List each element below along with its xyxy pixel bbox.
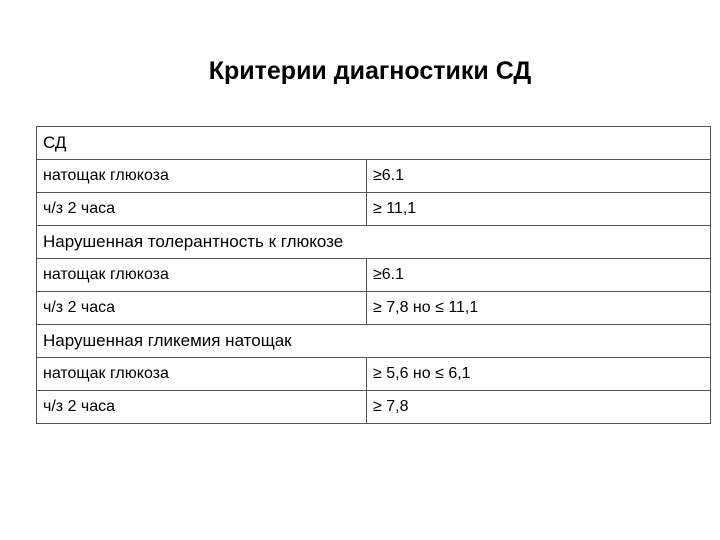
row-label: ч/з 2 часа [37,292,367,325]
row-label: натощак глюкоза [37,259,367,292]
row-label: натощак глюкоза [37,358,367,391]
table-row [37,358,711,391]
row-value: ≥ 5,6 но ≤ 6,1 [367,358,711,391]
row-value: ≥ 11,1 [367,193,711,226]
section-heading-row [37,325,711,358]
row-value: ≥ 7,8 [367,391,711,424]
row-label: натощак глюкоза [37,160,367,193]
section-heading: СД [37,127,711,160]
section-heading: Нарушенная гликемия натощак [37,325,711,358]
table-row [37,292,711,325]
section-heading: Нарушенная толерантность к глюкозе [37,226,711,259]
row-value: ≥6.1 [367,259,711,292]
row-label: ч/з 2 часа [37,193,367,226]
section-heading-row [37,127,711,160]
table-row [37,391,711,424]
row-value: ≥ 7,8 но ≤ 11,1 [367,292,711,325]
row-label: ч/з 2 часа [37,391,367,424]
section-heading-row [37,226,711,259]
table-row [37,193,711,226]
row-value: ≥6.1 [367,160,711,193]
diagnostic-criteria-table [36,126,711,424]
page-title: Критерии диагностики СД [208,57,532,85]
table-row [37,259,711,292]
table-row [37,160,711,193]
